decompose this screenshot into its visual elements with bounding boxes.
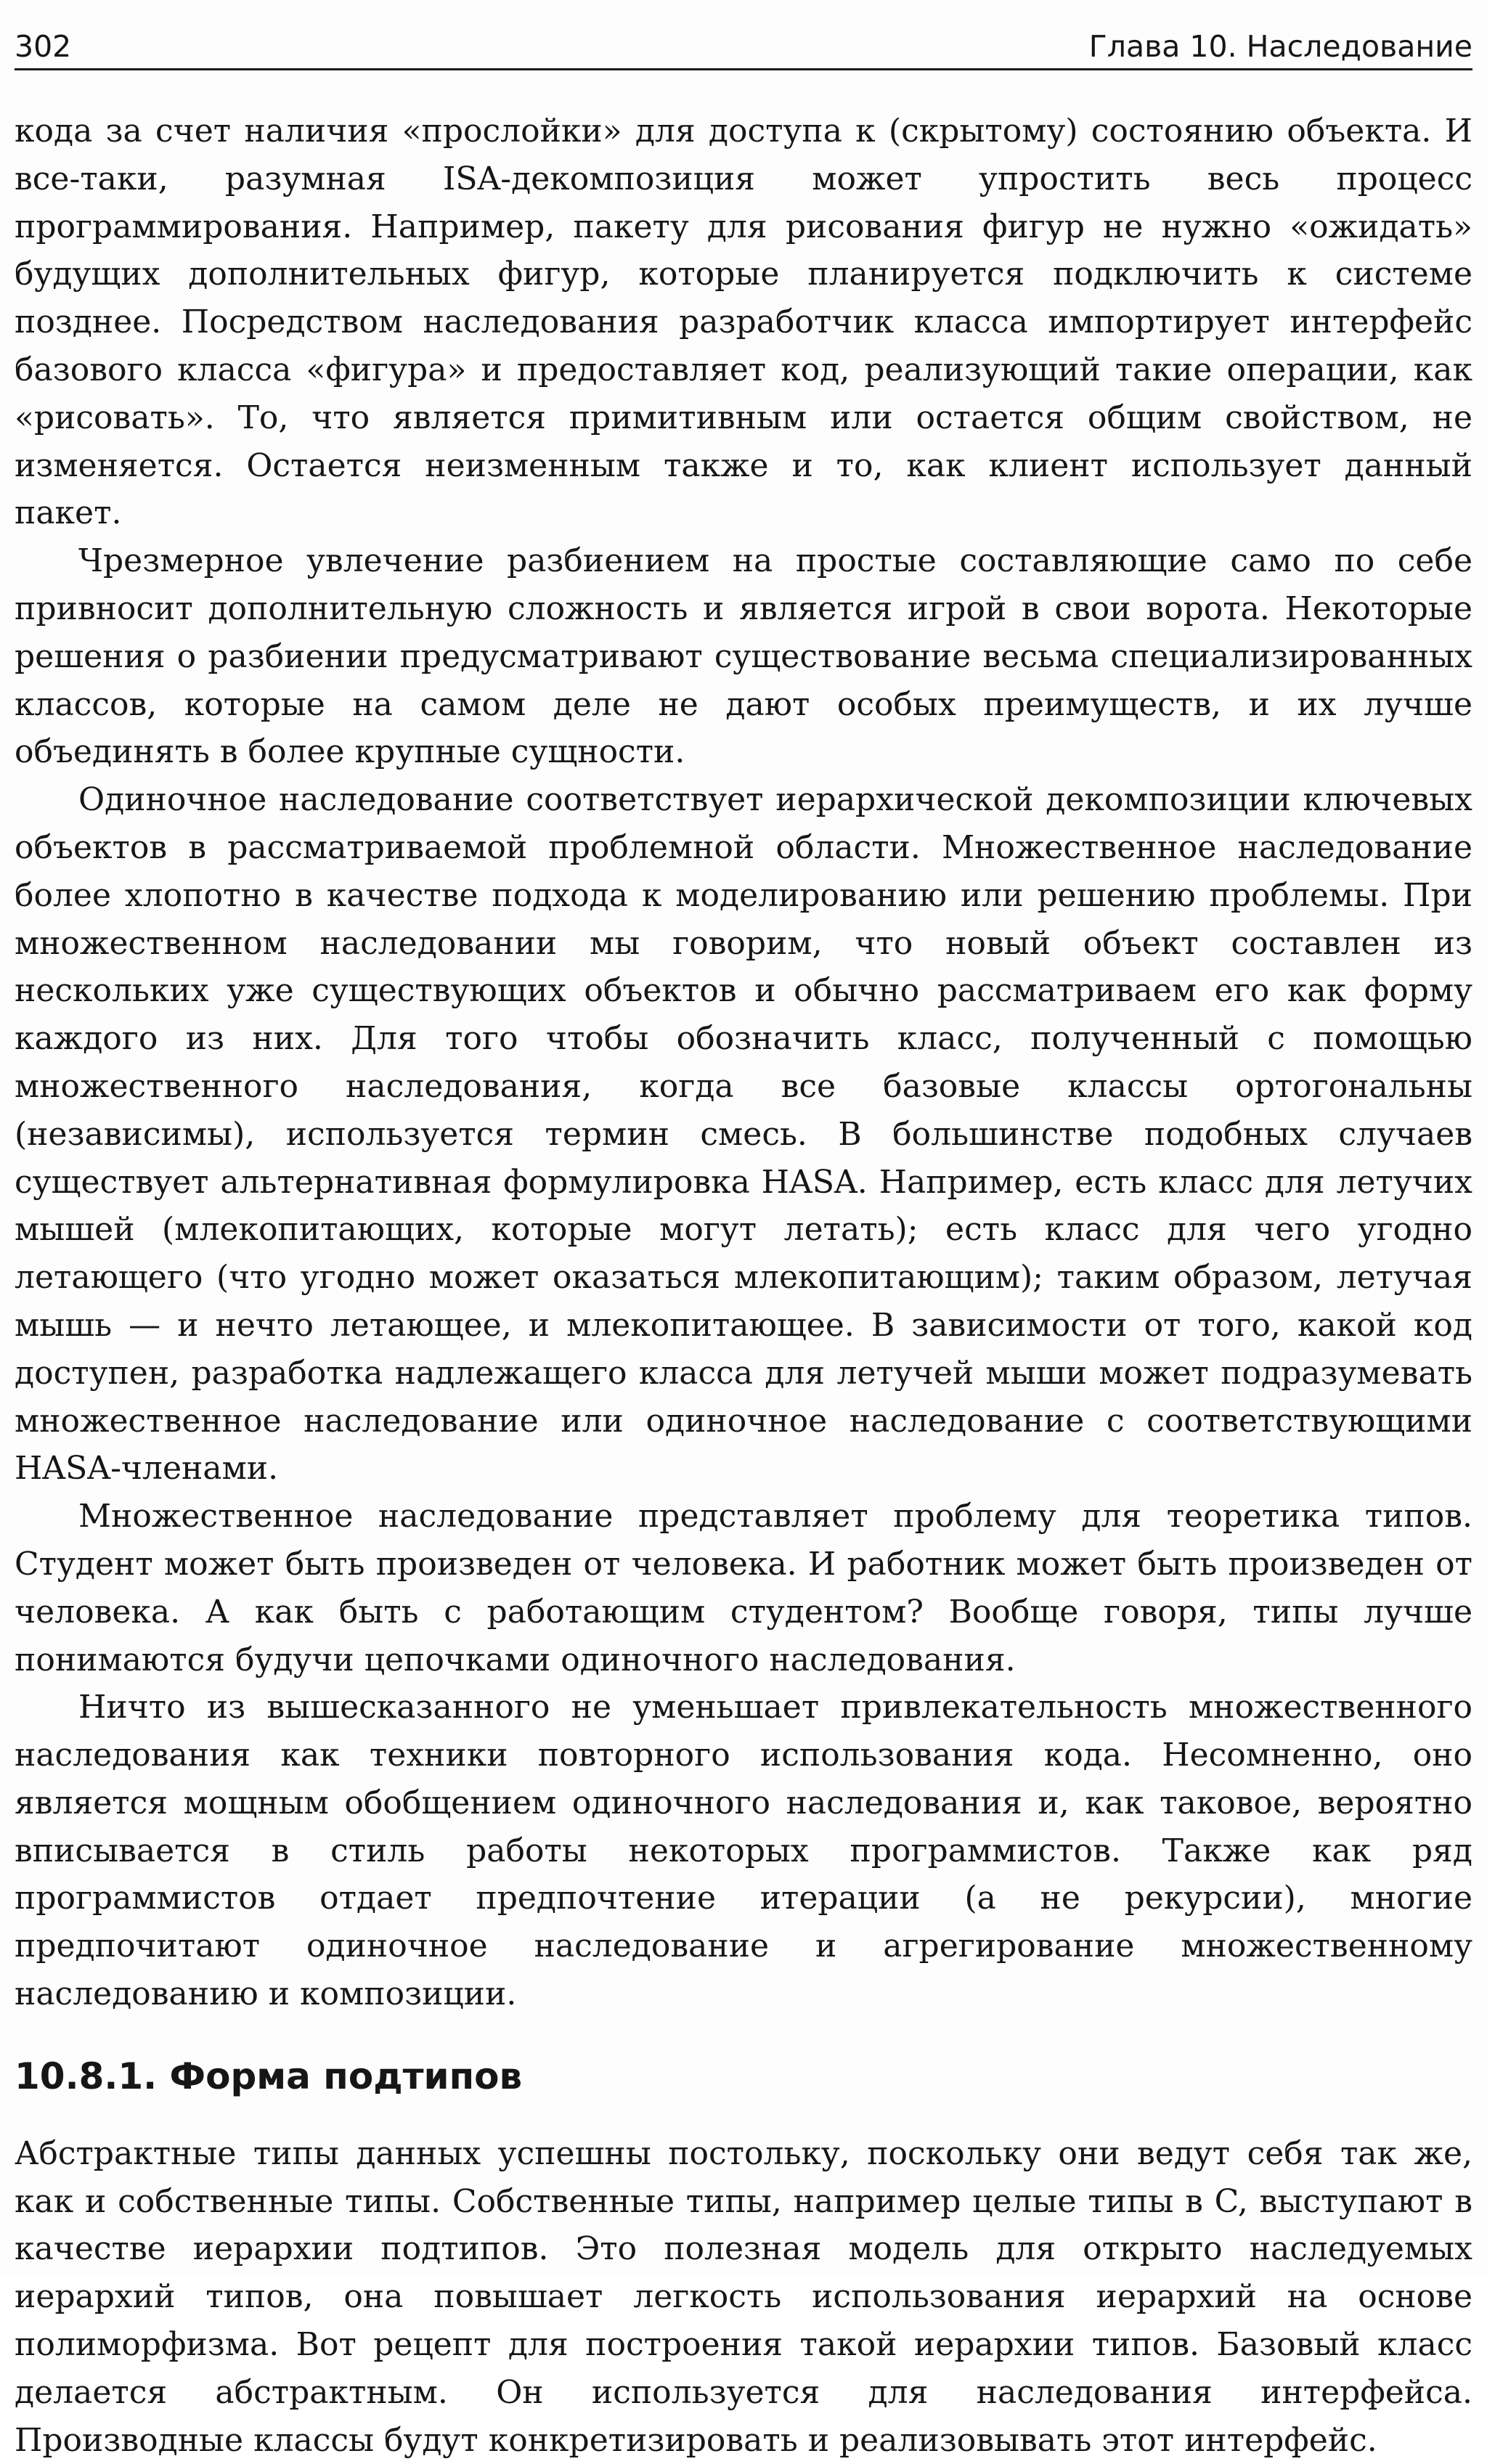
paragraph: Чрезмерное увлечение разбиением на простые составляющие само по себе привносит дополнительную сложность и является игрой в свои ворота. Некоторые решения о разбиении предусматривают существование весьма специализированных классов, которые на самом деле не дают особых преимуществ, и их лучше объединять в более крупные сущности. (15, 542, 1472, 771)
paragraph: Одиночное наследование соответствует иерархической декомпозиции ключевых объектов в рассматриваемой проблемной области. Множественное наследование более хлопотно в качестве подхода к моделированию или решению проблемы. При множественном наследовании мы говорим, что новый объект составлен из нескольких уже существующих объектов и обычно рассматриваем его как форму каждого из них. Для того чтобы обозначить класс, полученный с помощью множественного наследования, когда все базовые классы ортогональны (независимы), используется термин смесь. В большинстве подобных случаев существует альтернативная формулировка HASA. Например, есть класс для летучих мышей (млекопитающих, которые могут летать); есть класс для чего угодно летающего (что угодно может оказаться млекопитающим); таким образом, летучая мышь — и нечто летающее, и млекопитающее. В зависимости от того, какой код доступен, разработка надлежащего класса для летучей мыши может подразумевать множественное наследование или одиночное наследование с соответствующими HASA-членами. (15, 781, 1472, 1488)
section-heading: 10.8.1. Форма подтипов (15, 2055, 523, 2097)
running-header (15, 25, 1472, 70)
paragraph: Множественное наследование представляет проблему для теоретика типов. Студент может быть произведен от человека. И работник может быть произведен от человека. А как быть с работающим студентом? Вообще говоря, типы лучше понимаются будучи цепочками одиночного наследования. (15, 1498, 1472, 1678)
paragraph: Ничто из вышесказанного не уменьшает привлекательность множественного наследования как техники повторного использования кода. Несомненно, оно является мощным обобщением одиночного наследования и, как таковое, вероятно вписывается в стиль работы некоторых программистов. Также как ряд программистов отдает предпочтение итерации (а не рекурсии), многие предпочитают одиночное наследование и агрегирование множественному наследованию и композиции. (15, 1689, 1472, 2013)
paragraph-continued: кода за счет наличия «прослойки» для доступа к (скрытому) состоянию объекта. И все-таки, разумная ISA-декомпозиция может упростить весь процесс программирования. Например, пакету для рисования фигур не нужно «ожидать» будущих дополнительных фигур, которые планируется подключить к системе позднее. Посредством наследования разработчик класса импортирует интерфейс базового класса «фигура» и предоставляет код, реализующий такие операции, как «рисовать». То, что является примитивным или остается общим свойством, не изменяется. Остается неизменным также и то, как клиент использует данный пакет. (15, 113, 1472, 532)
body-text (15, 107, 1472, 2464)
page-number: 302 (15, 29, 72, 64)
chapter-title: Глава 10. Наследование (1088, 29, 1472, 64)
section-paragraph: Абстрактные типы данных успешны постольку, поскольку они ведут себя так же, как и собственные типы. Собственные типы, например целые типы в C, выступают в качестве иерархии подтипов. Это полезная модель для открыто наследуемых иерархий типов, она повышает легкость использования иерархий на основе полиморфизма. Вот рецепт для построения такой иерархии типов. Базовый класс делается абстрактным. Он используется для наследования интерфейса. Производные классы будут конкретизировать и реализовывать этот интерфейс. (15, 2134, 1472, 2459)
